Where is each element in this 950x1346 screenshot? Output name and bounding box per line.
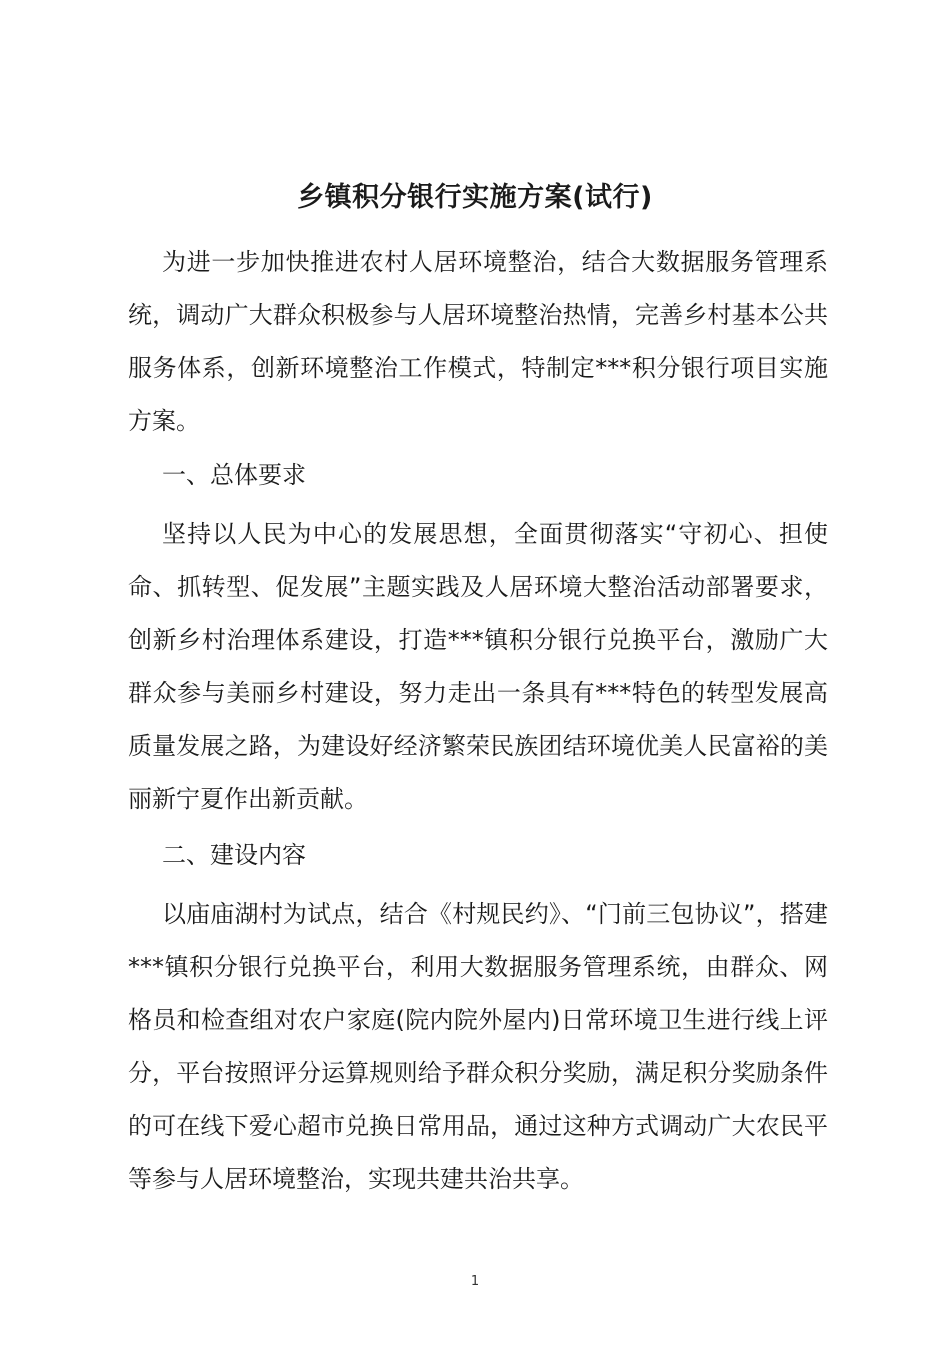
section-1-heading: 一、总体要求 [162,461,306,489]
section-2-heading-block [128,829,828,882]
page-number: 1 [470,1274,480,1289]
section-2-body: 以庙庙湖村为试点，结合《村规民约》、“门前三包协议”，搭建***镇积分银行兑换平台，利用大数据服务管理系统，由群众、网格员和检查组对农户家庭(院内院外屋内)日常环境卫生进行线上评分，平台按照评分运算规则给予群众积分奖励，满足积分奖励条件的可在线下爱心超市兑换日常用品，通过这种方式调动广大农民平等参与人居环境整治，实现共建共治共享。 [128,900,828,1193]
section-1-heading-block [128,449,828,502]
document-title: 乡镇积分银行实施方案(试行) [297,182,653,213]
section-2-heading: 二、建设内容 [162,841,306,869]
section-2-body-block [128,888,828,1206]
section-1-body-block [128,508,828,826]
intro-paragraph: 为进一步加快推进农村人居环境整治，结合大数据服务管理系统，调动广大群众积极参与人居环境整治热情，完善乡村基本公共服务体系，创新环境整治工作模式，特制定***积分银行项目实施方案。 [128,248,828,435]
intro-paragraph-block [128,236,828,448]
section-1-body: 坚持以人民为中心的发展思想，全面贯彻落实“守初心、担使命、抓转型、促发展”主题实践及人居环境大整治活动部署要求，创新乡村治理体系建设，打造***镇积分银行兑换平台，激励广大群众参与美丽乡村建设，努力走出一条具有***特色的转型发展高质量发展之路，为建设好经济繁荣民族团结环境优美人民富裕的美丽新宁夏作出新贡献。 [128,520,828,813]
